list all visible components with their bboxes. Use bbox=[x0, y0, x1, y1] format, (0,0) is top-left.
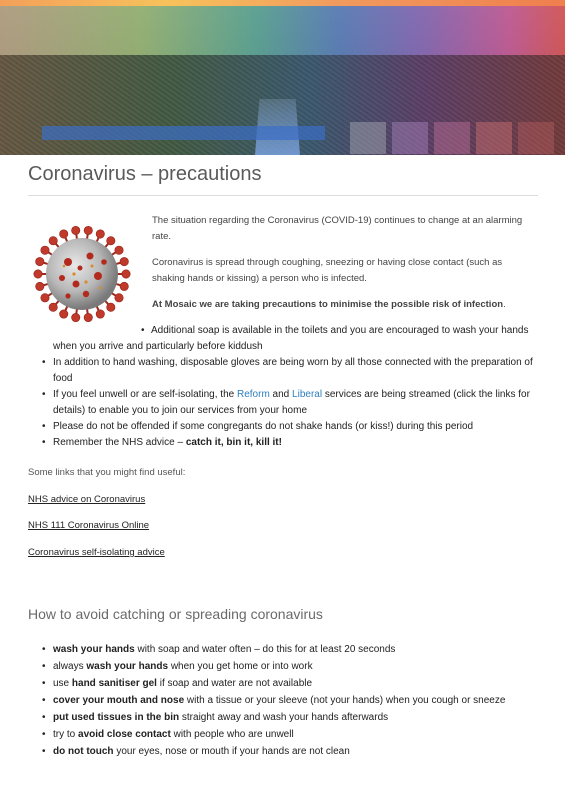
links-label: Some links that you might find useful: bbox=[28, 467, 186, 478]
tip-emphasis: wash your hands bbox=[86, 661, 169, 672]
list-item-text: • Additional soap is available in the toilets and you are encouraged to wash your hands bbox=[28, 323, 543, 339]
intro-text bbox=[152, 213, 537, 323]
tip-text: your eyes, nose or mouth if your hands are not clean bbox=[113, 746, 350, 757]
tip-text: always bbox=[53, 661, 87, 672]
virus-spike-head bbox=[115, 294, 123, 302]
list-item bbox=[28, 387, 543, 419]
banner-blue-band bbox=[42, 126, 325, 140]
intro-emphasis: At Mosaic we are taking precautions to minimise the possible risk of infection. bbox=[152, 299, 506, 310]
tip-emphasis: wash your hands bbox=[53, 644, 135, 655]
virus-spike-head bbox=[36, 282, 44, 290]
virus-spike-head bbox=[60, 230, 68, 238]
virus-spike-head bbox=[122, 270, 130, 278]
virus-spike-head bbox=[84, 226, 92, 234]
tip-text: if soap and water are not available bbox=[156, 678, 313, 689]
avoid-spreading-list bbox=[28, 641, 543, 760]
virus-spike-head bbox=[41, 246, 49, 254]
section-title: How to avoid catching or spreading coronavirus bbox=[28, 606, 323, 622]
tip-text: use bbox=[53, 678, 72, 689]
tip-emphasis: do not touch bbox=[53, 746, 114, 757]
banner-tile bbox=[476, 122, 512, 154]
virus-spike-head bbox=[60, 310, 68, 318]
header-banner-image bbox=[0, 0, 565, 155]
virus-spike-head bbox=[34, 270, 42, 278]
virus-spike-head bbox=[107, 237, 115, 245]
self-isolating-advice-link[interactable]: Coronavirus self-isolating advice bbox=[28, 547, 165, 558]
coronavirus-illustration bbox=[28, 218, 136, 330]
tip-emphasis: avoid close contact bbox=[78, 729, 171, 740]
intro-paragraph: Coronavirus is spread through coughing, sneezing or having close contact (such as shaking hands or kissing) a person who is infected. bbox=[152, 257, 503, 284]
list-item-text: Remember the NHS advice – bbox=[53, 437, 186, 448]
nhs-advice-link[interactable]: NHS advice on Coronavirus bbox=[28, 494, 146, 505]
list-item bbox=[28, 709, 543, 726]
list-item: • Please do not be offended if some congregants do not shake hands (or kiss!) during this period bbox=[28, 419, 543, 435]
nhs-slogan: catch it, bin it, kill it! bbox=[185, 437, 282, 448]
list-item: • In addition to hand washing, disposable gloves are being worn by all those connected with the preparation of food bbox=[28, 355, 543, 387]
virus-spike-head bbox=[36, 257, 44, 265]
virus-spike-head bbox=[107, 303, 115, 311]
liberal-link[interactable]: Liberal bbox=[292, 389, 323, 400]
banner-tile bbox=[434, 122, 470, 154]
virus-spike-head bbox=[49, 237, 57, 245]
intro-emphasis-text: At Mosaic we are taking precautions to minimise the possible risk of infection bbox=[152, 299, 504, 310]
banner-tile bbox=[350, 122, 386, 154]
virus-spike-head bbox=[49, 303, 57, 311]
list-item bbox=[28, 435, 543, 451]
tip-text: with people who are unwell bbox=[170, 729, 294, 740]
tip-text: with soap and water often – do this for at least 20 seconds bbox=[134, 644, 396, 655]
list-item bbox=[28, 692, 543, 709]
virus-spike-head bbox=[72, 313, 80, 321]
list-item bbox=[28, 641, 543, 658]
tip-emphasis: hand sanitiser gel bbox=[71, 678, 157, 689]
list-item bbox=[28, 658, 543, 675]
title-divider bbox=[28, 195, 538, 196]
list-item bbox=[28, 743, 543, 760]
virus-spike-head bbox=[120, 282, 128, 290]
virus-spike-head bbox=[72, 226, 80, 234]
list-item bbox=[28, 323, 543, 355]
virus-spike-head bbox=[96, 310, 104, 318]
virus-spike-head bbox=[41, 294, 49, 302]
list-item-text: when you arrive and particularly before kiddush bbox=[53, 341, 263, 352]
tip-text: straight away and wash your hands afterwards bbox=[179, 712, 389, 723]
list-item-text: and bbox=[269, 389, 293, 400]
page-title: Coronavirus – precautions bbox=[28, 163, 262, 185]
tip-text: when you get home or into work bbox=[168, 661, 313, 672]
banner-tile bbox=[518, 122, 554, 154]
precautions-list bbox=[28, 323, 543, 451]
list-item bbox=[28, 675, 543, 692]
virus-spike-head bbox=[120, 257, 128, 265]
tip-emphasis: cover your mouth and nose bbox=[53, 695, 185, 706]
tip-emphasis: put used tissues in the bin bbox=[53, 712, 180, 723]
banner-tile bbox=[392, 122, 428, 154]
list-item-text: If you feel unwell or are self-isolating, the bbox=[53, 389, 237, 400]
tip-text: with a tissue or your sleeve (not your hands) when you cough or sneeze bbox=[184, 695, 506, 706]
tip-text: try to bbox=[53, 729, 79, 740]
reform-link[interactable]: Reform bbox=[236, 389, 270, 400]
intro-paragraph: The situation regarding the Coronavirus (COVID-19) continues to change at an alarming rate. bbox=[152, 215, 523, 242]
nhs-111-link[interactable]: NHS 111 Coronavirus Online bbox=[28, 520, 150, 531]
list-item-text: services are being streamed (click the links for details) to enable you to join our services from your home bbox=[53, 389, 530, 416]
list-item bbox=[28, 726, 543, 743]
virus-spike-head bbox=[96, 230, 104, 238]
virus-spike-head bbox=[84, 313, 92, 321]
virus-spike-head bbox=[115, 246, 123, 254]
